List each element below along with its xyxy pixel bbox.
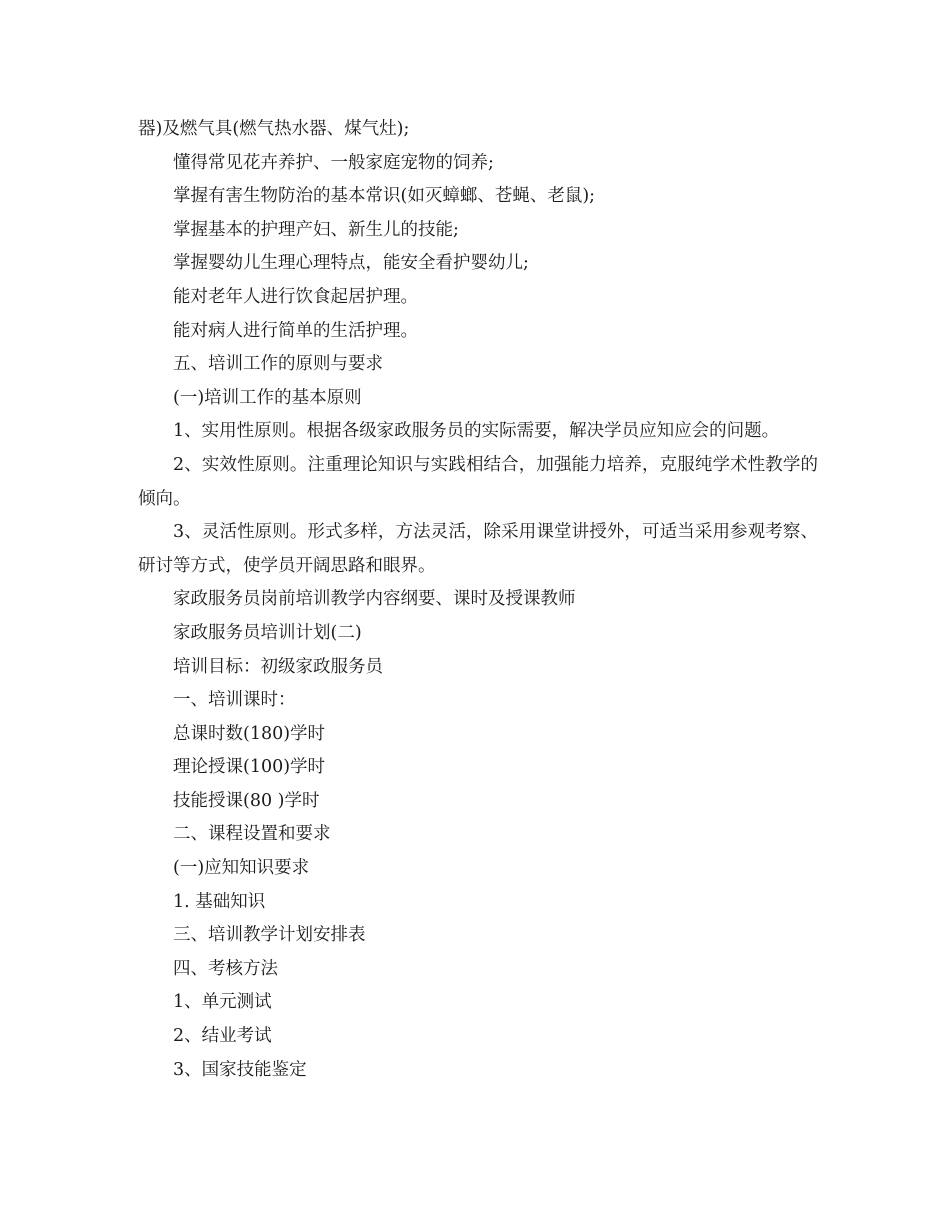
document-title: 家政服务员培训计划(二) bbox=[173, 622, 362, 643]
paragraph: 1、实用性原则。根据各级家政服务员的实际需要，解决学员应知应会的问题。 bbox=[173, 421, 780, 442]
section-heading: 五、培训工作的原则与要求 bbox=[173, 354, 383, 375]
subsection-heading: (一)应知知识要求 bbox=[173, 858, 310, 879]
section-heading: 二、课程设置和要求 bbox=[173, 824, 331, 845]
paragraph: 3、灵活性原则。形式多样，方法灵活，除采用课堂讲授外，可适当采用参观考察、研讨等方式，使学员开阔思路和眼界。 bbox=[138, 522, 818, 576]
paragraph: 懂得常见花卉养护、一般家庭宠物的饲养; bbox=[173, 152, 494, 173]
section-heading: 三、培训教学计划安排表 bbox=[173, 925, 366, 946]
paragraph: 理论授课(100)学时 bbox=[173, 757, 326, 778]
paragraph-continuation: 器)及燃气具(燃气热水器、煤气灶); bbox=[138, 119, 410, 139]
paragraph: 2、实效性原则。注重理论知识与实践相结合，加强能力培养，克服纯学术性教学的倾向。 bbox=[138, 454, 818, 509]
list-item: 2、结业考试 bbox=[173, 1026, 272, 1047]
list-item: 1、单元测试 bbox=[173, 992, 272, 1013]
paragraph: 家政服务员岗前培训教学内容纲要、课时及授课教师 bbox=[173, 589, 576, 610]
paragraph: 掌握基本的护理产妇、新生儿的技能; bbox=[173, 219, 459, 240]
paragraph: 培训目标：初级家政服务员 bbox=[173, 656, 383, 677]
paragraph: 技能授课(80 )学时 bbox=[173, 790, 320, 811]
paragraph: 总课时数(180)学时 bbox=[173, 723, 326, 744]
paragraph: 掌握有害生物防治的基本常识(如灭蟑螂、苍蝇、老鼠); bbox=[173, 186, 596, 207]
list-item: 1. 基础知识 bbox=[173, 891, 266, 912]
paragraph: 能对老年人进行饮食起居护理。 bbox=[173, 286, 418, 307]
paragraph: 掌握婴幼儿生理心理特点，能安全看护婴幼儿; bbox=[173, 253, 529, 274]
document-body bbox=[138, 113, 818, 1087]
subsection-heading: (一)培训工作的基本原则 bbox=[173, 387, 362, 408]
section-heading: 四、考核方法 bbox=[173, 958, 278, 979]
paragraph: 能对病人进行简单的生活护理。 bbox=[173, 320, 418, 341]
section-heading: 一、培训课时： bbox=[173, 690, 296, 711]
list-item: 3、国家技能鉴定 bbox=[173, 1059, 307, 1080]
